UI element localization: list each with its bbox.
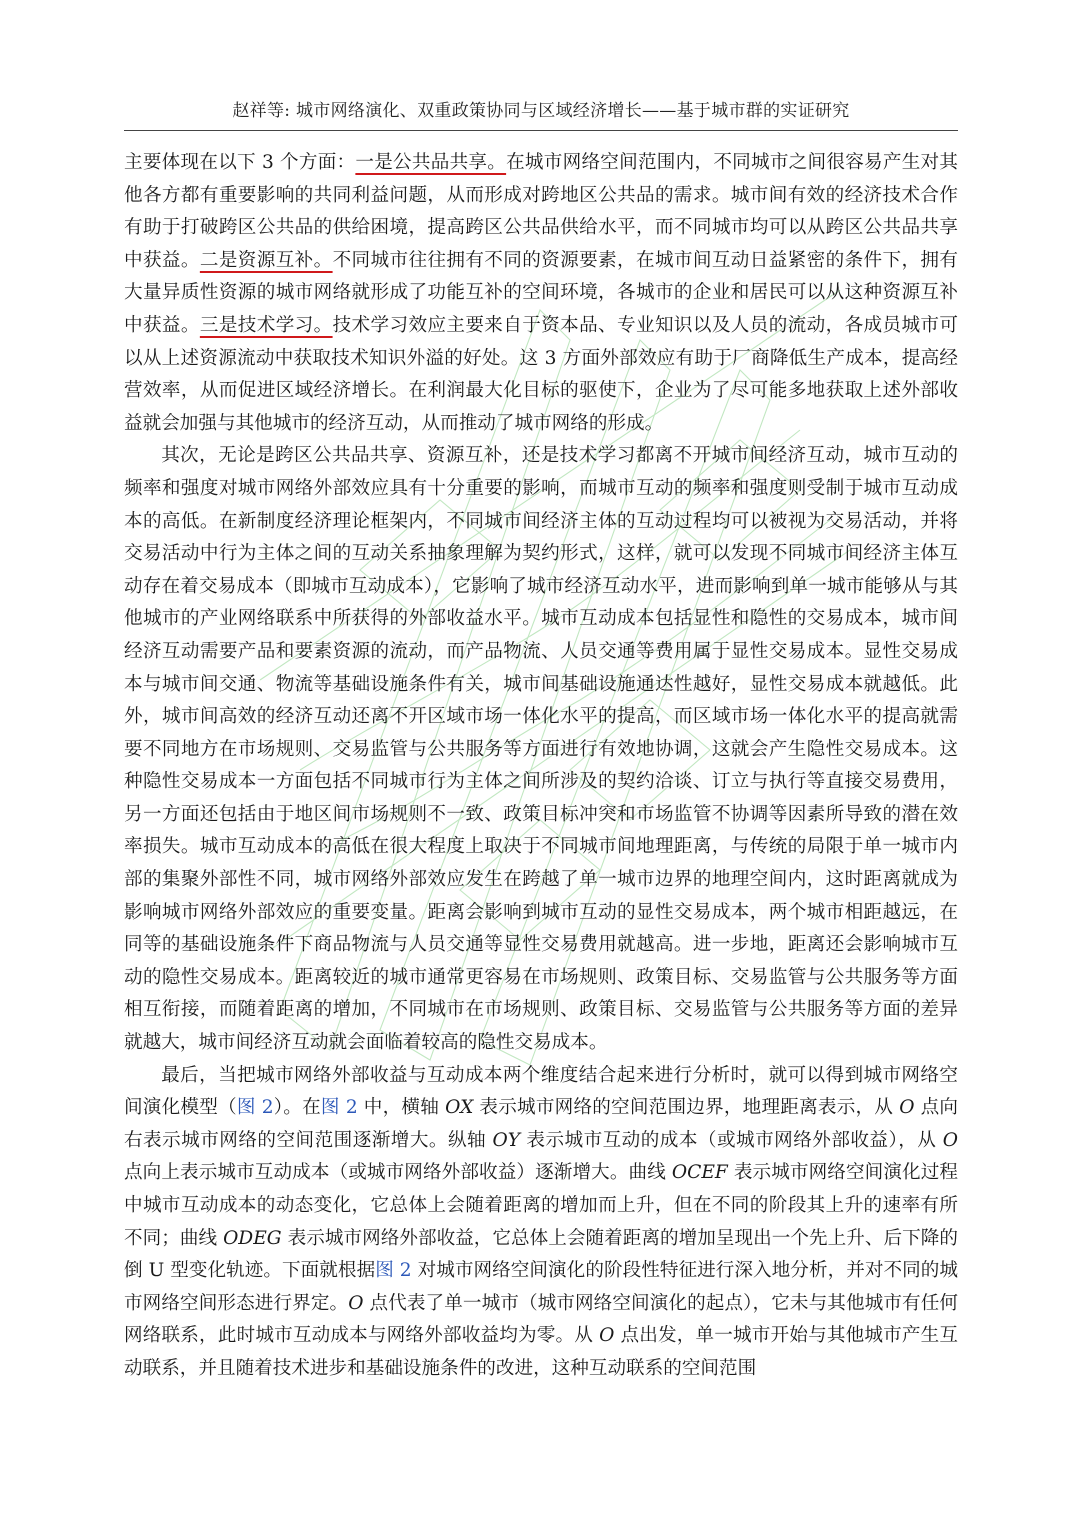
- paragraph-benefits: [124, 147, 958, 440]
- model-text-a: 最后，当把城市网络外部收益与互动成本两个维度结合起来进行分析时，就可以得到城市网络空间演化模型（: [124, 1064, 958, 1119]
- model-text-f: 表示城市互动的成本（或城市网络外部收益），从: [520, 1129, 943, 1151]
- benefit-text-resources: 不同城市往往拥有不同的资源要素，在城市间互动日益紧密的条件下，拥有大量异质性资源的城市网络就形成了功能互补的空间环境，各城市的企业和居民可以从这种资源互补中获益。: [124, 249, 958, 336]
- benefits-intro: 主要体现在以下 3 个方面：: [124, 152, 356, 173]
- model-text-e: 点向右表示城市网络的空间范围逐渐增大。纵轴: [124, 1097, 959, 1151]
- axis-ox-label: OX: [445, 1097, 474, 1119]
- header-rule: [124, 130, 958, 131]
- figure-2-link[interactable]: 图 2: [320, 1097, 358, 1119]
- model-text-g: 点向上表示城市互动成本（或城市网络外部收益）逐渐增大。曲线: [124, 1162, 672, 1184]
- model-text-i: 表示城市网络外部收益，它总体上会随着距离的增加呈现出一个先上升、后下降的倒 U 型变化轨迹。下面就根据: [124, 1227, 958, 1282]
- model-text-l: 点出发，单一城市开始与其他城市产生互动联系，并且随着技术进步和基础设施条件的改进，这种互动联系的空间范围: [124, 1325, 958, 1379]
- figure-2-link[interactable]: 图 2: [375, 1260, 412, 1282]
- model-text-j: 对城市网络空间演化的阶段性特征进行深入地分析，并对不同的城市网络空间形态进行界定。: [124, 1260, 958, 1314]
- model-text-k: 点代表了单一城市（城市网络空间演化的起点），它未与其他城市有任何网络联系，此时城市互动成本与网络外部收益均为零。从: [124, 1292, 958, 1347]
- model-text-d: 表示城市网络的空间范围边界，地理距离表示，从: [473, 1097, 900, 1119]
- model-text-h: 表示城市网络空间演化过程中城市互动成本的动态变化，它总体上会随着距离的增加而上升，但在不同的阶段其上升的速率有所不同；曲线: [124, 1162, 958, 1249]
- running-header: 赵祥等: 城市网络演化、双重政策协同与区域经济增长——基于城市群的实证研究: [232, 101, 850, 121]
- curve-odeg-label: ODEG: [223, 1227, 282, 1249]
- model-text-b: ）。在: [273, 1097, 321, 1119]
- benefit-heading-public-goods: 一是公共品共享。: [355, 152, 507, 173]
- benefit-heading-tech-learning: 三是技术学习。: [199, 314, 333, 336]
- point-o-label: O: [599, 1325, 615, 1347]
- benefit-text-tech-learning: 技术学习效应主要来自于资本品、专业知识以及人员的流动，各成员城市可以从上述资源流动中获取技术知识外溢的好处。这 3 方面外部效应有助于厂商降低生产成本，提高经营效率，从而促进区域经济增长。在利润最大化目标的驱使下，企业为了尽可能多地获取上述外部收益就会加强与其他城市的经济互动，从而推动了城市网络的形成。: [124, 314, 958, 434]
- curve-ocef-label: OCEF: [671, 1162, 728, 1184]
- benefit-text-public-goods: 在城市网络空间范围内，不同城市之间很容易产生对其他各方都有重要影响的共同利益问题，从而形成对跨地区公共品的需求。城市间有效的经济技术合作有助于打破跨区公共品的供给困境，提高跨区公共品供给水平，而不同城市均可以从跨区公共品共享中获益。: [124, 152, 958, 271]
- body-text: [124, 147, 958, 1386]
- paragraph-interaction-cost: 其次，无论是跨区公共品共享、资源互补，还是技术学习都离不开城市间经济互动，城市互动的频率和强度对城市网络外部效应具有十分重要的影响，而城市互动的频率和强度则受制于城市互动成本的高低。在新制度经济理论框架内，不同城市间经济主体的互动过程均可以被视为交易活动，并将交易活动中行为主体之间的互动关系抽象理解为契约形式，这样，就可以发现不同城市间经济主体互动存在着交易成本（即城市互动成本），它影响了城市经济互动水平，进而影响到单一城市能够从与其他城市的产业网络联系中所获得的外部收益水平。城市互动成本包括显性和隐性的交易成本，城市间经济互动需要产品和要素资源的流动，而产品物流、人员交通等费用属于显性交易成本。显性交易成本与城市间交通、物流等基础设施条件有关，城市间基础设施通达性越好，显性交易成本就越低。此外，城市间高效的经济互动还离不开区域市场一体化水平的提高，而区域市场一体化水平的提高就需要不同地方在市场规则、交易监管与公共服务等方面进行有效地协调，这就会产生隐性交易成本。这种隐性交易成本一方面包括不同城市行为主体之间所涉及的契约洽谈、订立与执行等直接交易费用，另一方面还包括由于地区间市场规则不一致、政策目标冲突和市场监管不协调等因素所导致的潜在效率损失。城市互动成本的高低在很大程度上取决于不同城市间地理距离，与传统的局限于单一城市内部的集聚外部性不同，城市网络外部效应发生在跨越了单一城市边界的地理空间内，这时距离就成为影响城市网络外部效应的重要变量。距离会影响到城市互动的显性交易成本，两个城市相距越远，在同等的基础设施条件下商品物流与人员交通等显性交易费用就越高。进一步地，距离还会影响城市互动的隐性交易成本。距离较近的城市通常更容易在市场规则、政策目标、交易监管与公共服务等方面相互衔接，而随着距离的增加，不同城市在市场规则、政策目标、交易监管与公共服务等方面的差异就越大，城市间经济互动就会面临着较高的隐性交易成本。: [124, 445, 958, 1054]
- model-text-c: 中，横轴: [357, 1097, 446, 1119]
- paragraph-evolution-model: [124, 1060, 958, 1386]
- figure-2-link[interactable]: 图 2: [236, 1097, 274, 1119]
- point-o-label: O: [348, 1292, 364, 1314]
- benefit-heading-resources: 二是资源互补。: [199, 249, 333, 271]
- axis-oy-label: OY: [492, 1129, 521, 1151]
- point-o-label: O: [942, 1129, 958, 1151]
- point-o-label: O: [899, 1097, 915, 1119]
